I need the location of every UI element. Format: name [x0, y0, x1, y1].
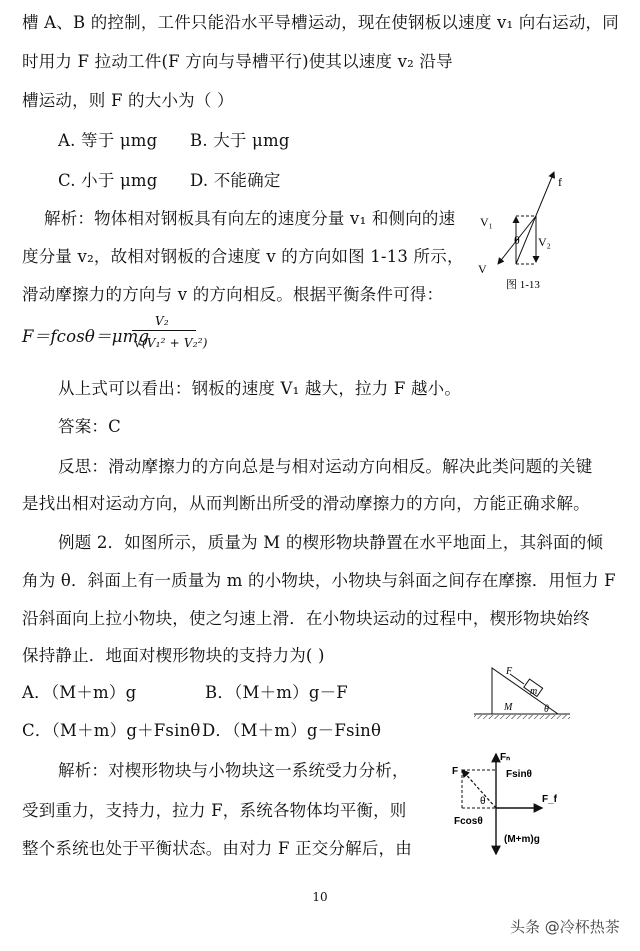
force-label-Fsin: Fsinθ — [506, 769, 532, 780]
ground-hatch — [474, 715, 570, 719]
example2-line-3: 沿斜面向上拉小物块，使之匀速上滑．在小物块运动的过程中，楔形物块始终 — [22, 609, 590, 628]
option-c: C. 小于 μmg — [58, 171, 158, 190]
text-line-3: 槽运动，则 F 的大小为（ ） — [22, 91, 234, 110]
example2-line-4: 保持静止．地面对楔形物块的支持力为( ) — [22, 646, 325, 665]
figure-1-13 — [462, 160, 592, 295]
answer: 答案：C — [58, 417, 121, 436]
label-theta: θ — [514, 233, 520, 247]
force-diagram — [446, 748, 586, 860]
watermark: 头条 @冷杯热茶 — [510, 918, 620, 936]
analysis-line-3: 滑动摩擦力的方向与 v 的方向相反。根据平衡条件可得： — [22, 285, 444, 304]
wedge-label-F: F — [506, 666, 513, 677]
example2-option-c: C．（M＋m）g＋Fsinθ — [22, 721, 201, 740]
wedge-label-m: m — [530, 686, 538, 697]
example2-line-1: 例题 2．如图所示，质量为 M 的楔形物块静置在水平地面上，其斜面的倾 — [58, 533, 604, 552]
example2-analysis-1: 解析：对楔形物块与小物块这一系统受力分析， — [58, 761, 409, 780]
analysis-line-4: 从上式可以看出：钢板的速度 V₁ 越大，拉力 F 越小。 — [58, 379, 462, 398]
fraction-bar — [132, 330, 196, 331]
example2-option-d: D．（M＋m）g－Fsinθ — [202, 721, 382, 740]
analysis-line-2: 度分量 v₂，故相对钢板的合速度 v 的方向如图 1-13 所示， — [22, 247, 464, 266]
wedge-label-theta: θ — [544, 704, 549, 715]
label-v2: V₂ — [538, 235, 551, 249]
label-v: V — [478, 262, 487, 276]
reflection-line-2: 是找出相对运动方向，从而判断出所受的滑动摩擦力的方向，方能正确求解。 — [22, 494, 590, 513]
example2-analysis-3: 整个系统也处于平衡状态。由对力 F 正交分解后，由 — [22, 839, 412, 858]
force-label-Fcos: Fcosθ — [454, 816, 483, 827]
force-label-theta: θ — [480, 796, 486, 807]
example2-option-b: B．（M＋m）g－F — [205, 683, 348, 702]
pull-force-arrow — [462, 770, 496, 808]
analysis-line-1: 解析：物体相对钢板具有向左的速度分量 v₁ 和侧向的速 — [44, 209, 456, 228]
reflection-line-1: 反思：滑动摩擦力的方向总是与相对运动方向相反。解决此类问题的关键 — [58, 457, 593, 476]
example2-line-2: 角为 θ．斜面上有一质量为 m 的小物块，小物块与斜面之间存在摩擦．用恒力 F — [22, 571, 616, 590]
example2-option-a: A．（M＋m）g — [22, 683, 137, 702]
option-d: D. 不能确定 — [190, 171, 281, 190]
wedge-label-M: M — [504, 702, 513, 713]
example2-analysis-2: 受到重力，支持力，拉力 F，系统各物体均平衡，则 — [22, 801, 407, 820]
formula-numerator: V₂ — [155, 314, 169, 328]
option-a: A. 等于 μmg — [58, 131, 158, 150]
force-label-F: F — [452, 766, 459, 777]
force-label-weight: (M+m)g — [504, 834, 540, 845]
text-line-1: 槽 A、B 的控制，工件只能沿水平导槽运动，现在使钢板以速度 v₁ 向右运动，同 — [22, 13, 619, 32]
label-v1: V₁ — [480, 215, 493, 229]
page-number: 10 — [312, 890, 328, 904]
force-label-Fn: Fₙ — [500, 752, 511, 763]
label-f: f — [558, 175, 562, 189]
force-label-Ff: F_f — [542, 794, 557, 805]
formula-left: F＝fcosθ＝μmg — [22, 327, 150, 346]
wedge-figure — [472, 662, 572, 722]
option-b: B. 大于 μmg — [190, 131, 290, 150]
figure-caption: 图 1-13 — [506, 279, 540, 291]
text-line-2: 时用力 F 拉动工件(F 方向与导槽平行)使其以速度 v₂ 沿导 — [22, 52, 453, 71]
formula-denominator: √(V₁² + V₂²) — [134, 336, 208, 350]
